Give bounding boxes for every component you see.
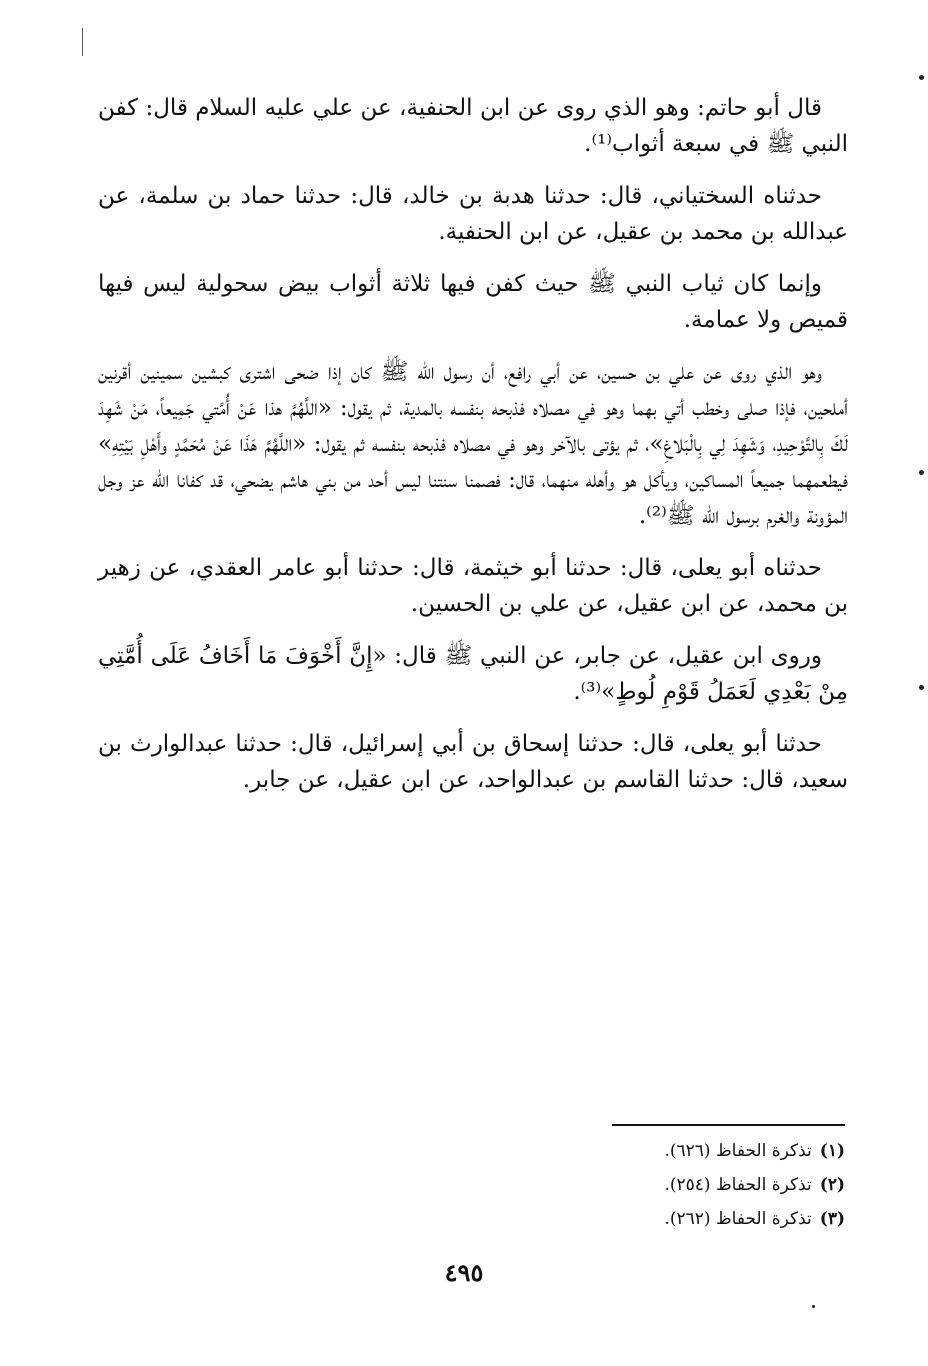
footnote — [400, 1134, 845, 1168]
footnotes — [400, 1134, 845, 1236]
footnote — [400, 1168, 845, 1202]
scan-speck — [812, 1305, 815, 1308]
margin-mark — [82, 28, 83, 56]
paragraph: حدثناه أبو يعلى، قال: حدثنا أبو خيثمة، قال: حدثنا أبو عامر العقدي، عن زهير بن محمد، عن ابن عقيل، عن علي بن الحسين. — [98, 555, 848, 617]
scan-speck — [919, 470, 924, 475]
footnote-text: تذكرة الحفاظ (٦٢٦). — [664, 1141, 812, 1161]
scan-speck — [919, 685, 924, 690]
main-text — [98, 90, 848, 814]
footnote-number: (١) — [819, 1141, 845, 1161]
footnote-number: (٢) — [819, 1175, 845, 1195]
paragraph: حدثنا أبو يعلى، قال: حدثنا إسحاق بن أبي إسرائيل، قال: حدثنا عبدالوارث بن سعيد، قال: حدثنا القاسم بن عبدالواحد، عن ابن عقيل، عن جابر. — [98, 731, 848, 793]
footnote-number: (٣) — [819, 1209, 845, 1229]
footnote-text: تذكرة الحفاظ (٢٦٢). — [664, 1209, 812, 1229]
paragraph: وروى ابن عقيل، عن جابر، عن النبي ﷺ قال: «إِنَّ أَخْوَفَ مَا أَخَافُ عَلَى أُمَّتِي مِنْ بَعْدِي لَعَمَلُ قَوْمِ لُوطٍ»⁽³⁾. — [98, 643, 848, 705]
footnote-text: تذكرة الحفاظ (٢٥٤). — [664, 1175, 812, 1195]
paragraph: قال أبو حاتم: وهو الذي روى عن ابن الحنفية، عن علي عليه السلام قال: كفن النبي ﷺ في سبعة أثواب⁽¹⁾. — [98, 95, 848, 157]
paragraph: وهو الذي روى عن علي بن حسين، عن أبي رافع، أن رسول الله ﷺ كان إذا ضحى اشترى كبشين سمينين أقرنين أملحين، فإذا صلى وخطب أتي بهما وهو في مصلاه فذبحه بنفسه بالمدية، ثم يقول: «اللَّهُمَّ هذا عَنْ أُمَّتي جَمِيعاً، مَنْ شَهِدَ لَكَ بِالتَّوْحِيدِ، وَشَهِدَ لِي بِالْبَلاغِ»، ثم يؤتى بالآخر وهو في مصلاه فذبحه بنفسه ثم يقول: «اللَّهُمَّ هَذَا عَنْ مُحَمَّدٍ وأَهْلِ بَيْتِهِ» فيطعمهما جميعاً المساكين، ويأكل هو وأهله منهما، قال: فصمنا سنتنا ليس أحد من بني هاشم يضحي، قد كفانا الله عز وجل المؤونة والغرم برسول الله ﷺ⁽²⁾. — [98, 359, 848, 529]
paragraph: حدثناه السختياني، قال: حدثنا هدبة بن خالد، قال: حدثنا حماد بن سلمة، عن عبدالله بن محمد بن عقيل، عن ابن الحنفية. — [98, 183, 848, 245]
paragraph: وإنما كان ثياب النبي ﷺ حيث كفن فيها ثلاثة أثواب بيض سحولية ليس فيها قميص ولا عمامة. — [98, 271, 848, 333]
footnote-divider — [612, 1124, 845, 1126]
footnote — [400, 1202, 845, 1236]
scan-speck — [919, 75, 924, 80]
page-number: ٤٩٥ — [444, 1258, 484, 1287]
